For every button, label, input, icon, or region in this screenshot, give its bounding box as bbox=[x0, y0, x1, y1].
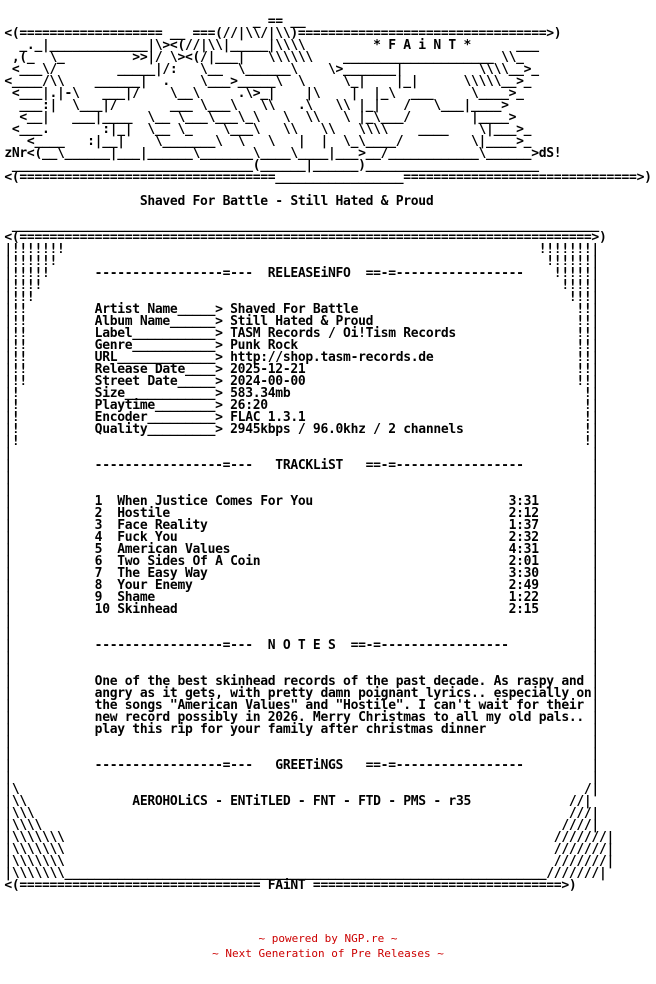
footer-powered-by: ~ powered by NGP.re ~ bbox=[258, 932, 398, 945]
footer-tagline: ~ Next Generation of Pre Releases ~ bbox=[212, 947, 444, 960]
nfo-text: _ == __ <(=================== __ ===(//|\\/|\\)=================================>) _._|_____________|\><(//|\\|_____|\\\\ * F A i N T * ___ ,(_ \_ >>|/ \><(/|___| \\\\\\ ____________________ \\_ <___\/ _____|/: \__ \______\ \>_______| \\\\__>_ <____/\\ ______| . \___>_____\ \ \_| |_| \\\\\__>_ <___|.|-\ ___|/ \__\ .\>_| |\ | |_\ ___ \____>_ ___:| \___|/ ___ \___\ \\ .\ \\ |_| / \___|____> <__| ___|____ \__ \___\___\_\ \ \\ \ |_\___/ |____> <___. :|_| \__ \_ \___\ \\ \\ \\\\ ____ \|___>_ <____ :|__| \_______\ \ \ | | \_\____/ \|____>_ zNr<(__\______|___|______\_______\____\____|___>__/____________\______>dS! ________________________________(______|______)_______________________ <(==================================_________________===============================>) Shaved For Battle - Still Hated & Proud ______________________________________________________________________________ <(============================================================================>) |!!!!!!! !!!!!!!| |!!!!!! !!!!!!| |!!!!! -----------------=--- RELEASEiNFO ==-=----------------- !!!!!| |!!!! !!!!| |!!! !!!| |!! Artist Name_____> Shaved For Battle !!| |!! Album Name______> Still Hated & Proud !!| |!! Label___________> TASM Records / Oi!Tism Records !!| |!! Genre___________> Punk Rock !!| |!! URL_____________> http://shop.tasm-records.de !!| |!! Release Date____> 2025-12-21 !!| |!! Street Date_____> 2024-00-00 !!| |! Size____________> 583.34mb !| |! Playtime________> 26:20 !| |! Encoder_________> FLAC 1.3.1 !| |! Quality_________> 2945kbps / 96.0khz / 2 channels !| |! !| | | | -----------------=--- TRACKLiST ==-=----------------- | | | | | | 1 When Justice Comes For You 3:31 | | 2 Hostile 2:12 | | 3 Face Reality 1:37 | | 4 Fuck You 2:32 | | 5 American Values 4:31 | | 6 Two Sides Of A Coin 2:01 | | 7 The Easy Way 3:30 | | 8 Your Enemy 2:49 | | 9 Shame 1:22 | | 10 Skinhead 2:15 | | | | | | -----------------=--- N O T E S ==-=----------------- | | | | | | One of the best skinhead records of the past decade. As raspy and | | angry as it gets, with pretty damn poignant lyrics.. especially on| | the songs "American Values" and "Hostile". I can't wait for their | | new record possibly in 2026. Merry Christmas to all my old pals.. | | play this rip for your family after christmas dinner | | | | | | -----------------=--- GREETiNGS ==-=----------------- | | | |\ /| |\\ AEROHOLiCS - ENTiTLED - FNT - FTD - PMS - r35 //| |\\\ ///| |\\\\ ////| |\\\\\\\ ///////| |\\\\\\\ ///////| |\\\\\\\ ///////| |\\\\\\\________________________________________________________________///////| <(================================ FAiNT =================================>) bbox=[4, 14, 652, 893]
nfo-container bbox=[0, 16, 656, 894]
